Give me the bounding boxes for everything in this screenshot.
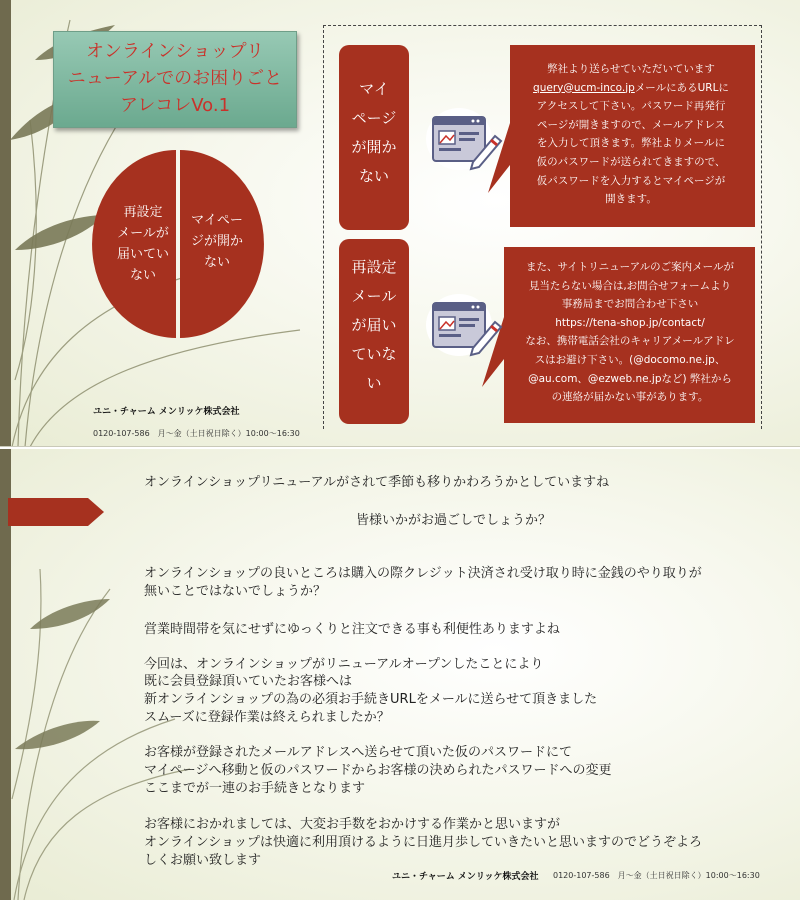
label-line: 再設定 <box>123 205 163 220</box>
label-line: ない <box>203 255 230 270</box>
pill-line: マイ <box>359 80 389 98</box>
callout-line: の連絡が届かない事があります。 <box>551 391 709 404</box>
callout-line <box>515 79 747 98</box>
pill-line: い <box>366 374 382 392</box>
pill-line: メール <box>351 287 397 305</box>
title-line: アレコレVo.1 <box>119 95 231 116</box>
callout-line: スはお避け下さい。(@docomo.ne.jp、 <box>534 353 726 366</box>
callout-line: 見当たらない場合は,お問合せフォームより <box>528 279 732 292</box>
body-line: 皆様いかがお過ごしでしょうか？ <box>356 513 552 528</box>
pill-mypage-not-open <box>339 45 409 230</box>
body-line: スムーズに登録作業は終えられましたか？ <box>144 710 390 725</box>
callout-line: 仮パスワードを入力するとマイページが <box>536 174 726 187</box>
callout-line: なお、携帯電話会社のキャリアメールアドレ <box>525 335 735 348</box>
callout-line: @au.com、@ezweb.ne.jpなど) 弊社から <box>528 372 732 385</box>
body-line: マイページへ移動と仮のパスワードからお客様の決められたパスワードへの変更 <box>144 763 612 778</box>
callout-line: アクセスして下さい。パスワード再発行 <box>536 100 726 113</box>
callout-line: また、サイトリニューアルのご案内メールが <box>526 261 734 273</box>
pill-line: が届い <box>351 316 397 334</box>
pill-reset-mail-not-arrived <box>339 239 409 424</box>
title-line: ニューアルでのお困りごと <box>67 68 283 89</box>
pill-line: ていな <box>351 345 397 363</box>
body-line: オンラインショップリニューアルがされて季節も移りかわろうかとしていますね <box>144 475 610 490</box>
callout-1-text <box>515 60 747 209</box>
pill-line: ない <box>358 167 389 185</box>
body-line: 無いことではないでしょうか？ <box>144 584 327 599</box>
browser-edit-icon <box>425 102 505 176</box>
label-line: ジが開か <box>190 234 243 249</box>
company-name: ユニ・チャーム メンリッケ株式会社 <box>392 872 539 882</box>
callout-text-span: メールにあるURLに <box>634 81 729 94</box>
callout-line: 開きます。 <box>605 193 657 206</box>
callout-line: 仮のパスワードが送られてきますので、 <box>536 155 726 168</box>
body-line: お客様におかれましては、大変お手数をおかけする作業かと思いますが <box>144 817 561 832</box>
callout-2-text <box>508 258 752 407</box>
company-name: ユニ・チャーム メンリッケ株式会社 <box>93 407 240 417</box>
body-line: 今回は、オンラインショップがリニューアルオープンしたことにより <box>144 657 544 672</box>
label-line: 届いてい <box>116 247 169 262</box>
label-line: メールが <box>117 226 169 241</box>
pill-line: が開か <box>351 138 397 156</box>
pill-line: ページ <box>351 109 397 127</box>
label-line: マイペー <box>191 213 243 228</box>
contact-hours: 0120-107-586 月～金（土日祝日除く）10:00～16:30 <box>553 871 760 880</box>
body-line: 既に会員登録頂いていたお客様へは <box>144 674 353 689</box>
label-line: ない <box>129 268 156 283</box>
body-line: 営業時間帯を気にせずにゆっくりと注文できる事も利便性ありますよね <box>144 622 560 637</box>
callout-line: 事務局までお問合わせ下さい <box>561 298 699 311</box>
callout-line: 弊社より送らせていただいています <box>547 63 715 75</box>
body-line: オンラインショップは快適に利用頂けるように日進月歩していきたいと思いますのでどうぞよろ <box>144 835 703 850</box>
browser-edit-icon <box>425 288 505 362</box>
body-line: 新オンラインショップの為の必須お手続きURLをメールに送らせて頂きました <box>144 692 598 707</box>
circle-left-label <box>110 202 176 286</box>
circle-right-label <box>182 210 252 273</box>
callout-line: ページが開きますので、メールアドレス <box>536 118 726 131</box>
arrow-tab-shape <box>8 492 108 532</box>
body-line: ここまでが一連のお手続きとなります <box>144 781 366 796</box>
contact-hours: 0120-107-586 月～金（土日祝日除く）10:00～16:30 <box>93 429 300 438</box>
body-line: しくお願い致します <box>144 853 262 868</box>
title-box <box>53 31 297 128</box>
body-line: お客様が登録されたメールアドレスへ送らせて頂いた仮のパスワードにて <box>144 745 572 760</box>
support-email-link[interactable]: query@ucm-inco.jp <box>533 81 635 94</box>
pill-line: 再設定 <box>351 258 397 276</box>
title-line: オンラインショップリ <box>86 41 264 62</box>
callout-line: を入力して頂きます。弊社よりメールに <box>537 137 725 150</box>
body-line: オンラインショップの良いところは購入の際クレジット決済され受け取り時に金銭のやり取りが <box>144 566 702 581</box>
slide-2 <box>0 449 800 900</box>
contact-url[interactable]: https://tena-shop.jp/contact/ <box>555 316 705 329</box>
slide-1 <box>0 0 800 447</box>
